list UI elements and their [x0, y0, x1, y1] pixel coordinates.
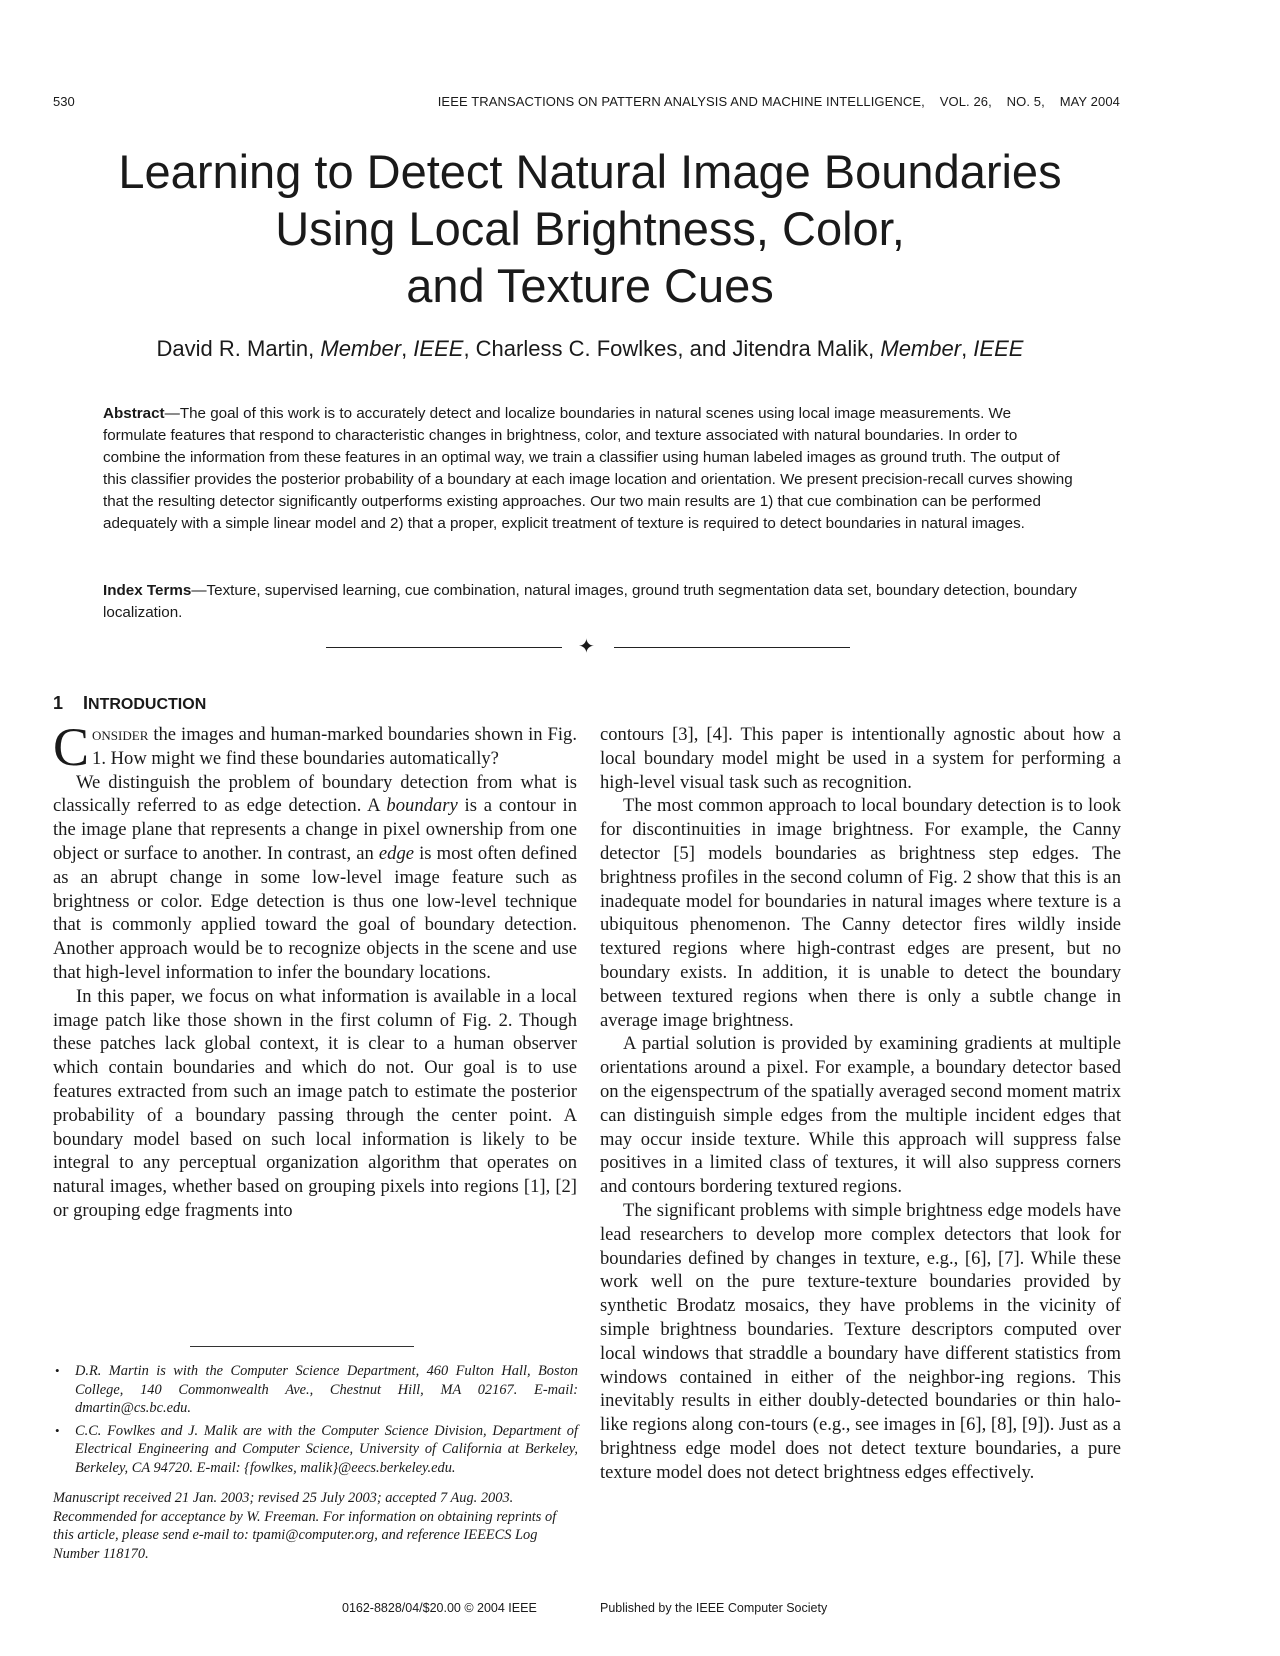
page-number: 530 [53, 94, 75, 109]
abstract-text: —The goal of this work is to accurately detect and localize boundaries in natural scenes using local image measurements. We formulate features that respond to characteristic changes in brightness, color, and texture associated with natural boundaries. In order to combine the information from these features in an optimal way, we train a classifier using human labeled images as ground truth. The output of this classifier provides the posterior probability of a boundary at each image location and orientation. We present precision-recall curves showing that the resulting detector significantly outperforms existing approaches. Our two main results are 1) that cue combination can be performed adequately with a simple linear model and 2) that a proper, explicit treatment of texture is required to detect boundaries in natural images. [103, 405, 1073, 532]
abstract-label: Abstract [103, 405, 165, 422]
author-sep-2: , [961, 336, 974, 361]
paragraph [53, 717, 577, 777]
author-list [60, 336, 1120, 362]
author-2-3: , Charless C. Fowlkes, and Jitendra Malik, [463, 336, 881, 361]
divider-ornament-icon: ✦ [578, 636, 595, 658]
paragraph-text: is most often defined as an abrupt change in some low-level image feature such as brightness or color. Edge detection is thus one low-level technique that is commonly applied toward the goal of boundary detection. Another approach would be to recognize objects in the scene and use that high-level information to infer the boundary locations. [53, 842, 577, 983]
emphasis-boundary: boundary [386, 795, 458, 817]
section-heading [53, 693, 206, 714]
footnote-text: D.R. Martin is with the Computer Science Department, 460 Fulton Hall, Boston College, 140 Commonwealth Ave., Chestnut Hill, MA 02167. E-mail: dmartin@cs.bc.edu. [75, 1363, 578, 1416]
manuscript-note: Manuscript received 21 Jan. 2003; revised 25 July 2003; accepted 7 Aug. 2003. Recommended for acceptance by W. Freeman. For information on obtaining reprints of this article, please send e-mail to: tpami@computer.org, and reference IEEECS Log Number 118170. [53, 1490, 557, 1562]
member-label-1: Member [320, 336, 402, 361]
section-divider [326, 636, 850, 658]
footnote-rule [190, 1346, 414, 1347]
divider-line-right [614, 647, 850, 648]
paragraph-text: We distinguish the problem of boundary detection from what is classically referred to as edge detection. A [53, 771, 577, 817]
section-title-rest: NTRODUCTION [88, 696, 207, 713]
abstract [103, 403, 1078, 535]
ieee-label-1: IEEE [413, 336, 464, 361]
author-sep-1: , [401, 336, 414, 361]
paragraph: The most common approach to local boundary detection is to look for discontinuities in image brightness. For example, the Canny detector [5] models boundaries as brightness step edges. The brightness profiles in the second column of Fig. 2 show that this is an inadequate model for boundaries in natural images where texture is a ubiquitous phenomenon. The Canny detector fires wildly inside textured regions where high-contrast edges are present, but no boundary exists. In addition, it is unable to detect the boundary between textured regions when there is only a subtle change in average image brightness. [600, 795, 1121, 1031]
section-title-initial: I [83, 693, 89, 713]
footnote-item [53, 1362, 578, 1418]
running-header [53, 94, 1120, 114]
index-terms [103, 580, 1078, 624]
paper-title [60, 143, 1120, 314]
index-terms-text: —Texture, supervised learning, cue combination, natural images, ground truth segmentation data set, boundary detection, boundary localization. [103, 582, 1077, 621]
footnote-text: C.C. Fowlkes and J. Malik are with the Computer Science Division, Department of Electrical Engineering and Computer Science, University of California at Berkeley, Berkeley, CA 94720. E-mail: {fowlkes, malik}@eecs.berkeley.edu. [75, 1422, 578, 1476]
publisher-line: Published by the IEEE Computer Society [600, 1601, 828, 1615]
bullet-icon: • [55, 1363, 60, 1378]
footnote-item [53, 1422, 578, 1478]
paragraph: The significant problems with simple brightness edge models have lead researchers to develop more complex detectors that look for boundaries defined by changes in texture, e.g., [6], [7]. While these work well on the pure texture-texture boundaries provided by synthetic Brodatz mosaics, they have problems in the vicinity of simple brightness boundaries. Texture descriptors computed over local windows that straddle a boundary have different statistics from windows contained in either of the neighbor-ing regions. This inevitably results in either doubly-detected boundaries or thin halo-like regions along con-tours (e.g., see images in [6], [8], [9]). Just as a brightness edge model does not detect texture boundaries, a pure texture model does not detect brightness edges effectively. [600, 1199, 1121, 1483]
title-line-3: and Texture Cues [406, 259, 774, 312]
left-column [53, 717, 578, 1223]
paragraph: In this paper, we focus on what information is available in a local image patch like those shown in the first column of Fig. 2. Though these patches lack global context, it is clear to a human observer which contain boundaries and which do not. Our goal is to use features extracted from such an image patch to estimate the posterior probability of a boundary passing through the center point. A boundary model based on such local information is likely to be integral to any perceptual organization algorithm that operates on natural images, whether based on grouping pixels into regions [1], [2] or grouping edge fragments into [53, 985, 577, 1221]
divider-line-left [326, 647, 562, 648]
paragraph-text: is a contour in the image plane that represents a change in pixel ownership from one object or surface to another. In contrast, an [53, 795, 578, 864]
right-column [600, 723, 1121, 1485]
footnotes [53, 1362, 578, 1563]
member-label-2: Member [880, 336, 962, 361]
ieee-label-2: IEEE [973, 336, 1024, 361]
emphasis-edge: edge [378, 842, 415, 864]
smallcaps-word: onsider [92, 724, 149, 745]
title-line-1: Learning to Detect Natural Image Boundaries [118, 145, 1062, 198]
paragraph: A partial solution is provided by examining gradients at multiple orientations around a pixel. For example, a boundary detector based on the eigenspectrum of the spatially averaged second moment matrix can distinguish simple edges from the multiple incident edges that may occur inside texture. While this approach will suppress false positives in a limited class of textures, it will also suppress corners and contours bordering textured regions. [600, 1033, 1121, 1198]
index-terms-label: Index Terms [103, 582, 192, 599]
section-number: 1 [53, 693, 64, 713]
title-line-2: Using Local Brightness, Color, [275, 202, 905, 255]
journal-info: IEEE TRANSACTIONS ON PATTERN ANALYSIS AND MACHINE INTELLIGENCE, VOL. 26, NO. 5, MAY 2004 [437, 94, 1120, 109]
paragraph-text: the images and human-marked boundaries shown in Fig. 1. How might we find these boundaries automatically? [92, 724, 577, 769]
bullet-icon: • [55, 1422, 60, 1438]
copyright-line: 0162-8828/04/$20.00 © 2004 IEEE [342, 1601, 537, 1615]
author-1: David R. Martin, [156, 336, 321, 361]
paragraph: contours [3], [4]. This paper is intentionally agnostic about how a local boundary model might be used in a system for performing a high-level visual task such as recognition. [600, 724, 1121, 793]
drop-cap: C [53, 717, 90, 777]
paragraph [53, 771, 577, 985]
